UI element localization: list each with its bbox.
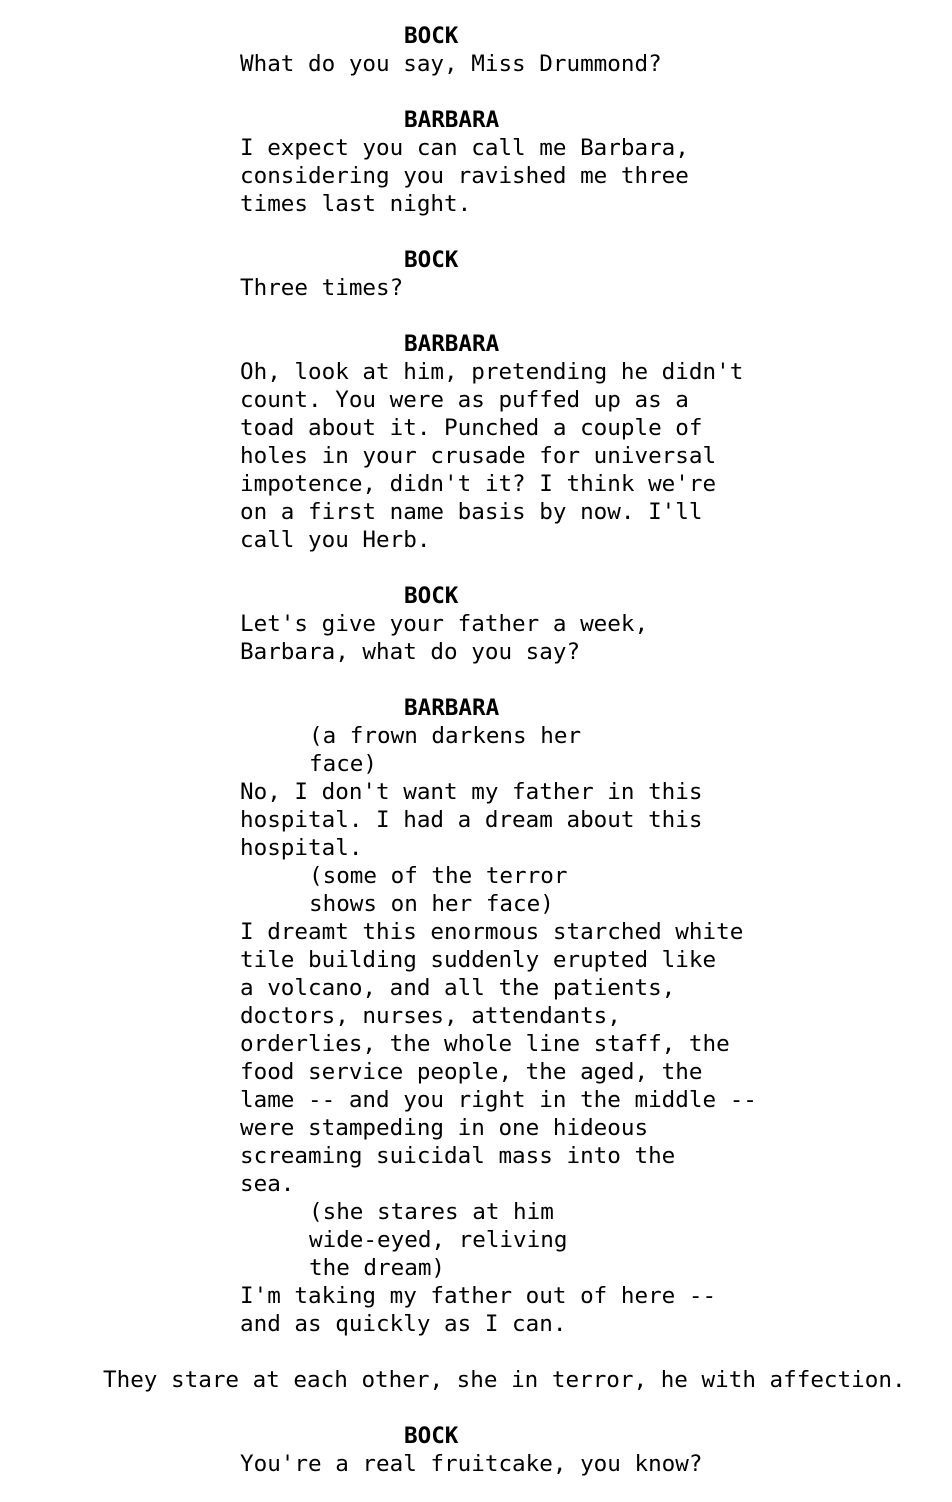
dialogue-line: Let's give your father a week,: [240, 611, 649, 637]
dialogue-line: I'm taking my father out of here --: [240, 1283, 717, 1309]
dialogue-line: screaming suicidal mass into the: [240, 1143, 676, 1169]
dialogue-line: Barbara, what do you say?: [240, 639, 581, 665]
parenthetical-line: shows on her face): [309, 891, 554, 917]
dialogue-line: lame -- and you right in the middle --: [240, 1087, 757, 1113]
dialogue-line: No, I don't want my father in this: [240, 779, 703, 805]
dialogue-line: What do you say, Miss Drummond?: [240, 51, 662, 77]
dialogue-line: considering you ravished me three: [240, 163, 689, 189]
dialogue-line: count. You were as puffed up as a: [240, 387, 689, 413]
dialogue-line: hospital.: [240, 835, 363, 861]
character-name: BOCK: [404, 583, 459, 609]
dialogue-line: impotence, didn't it? I think we're: [240, 471, 717, 497]
dialogue-line: tile building suddenly erupted like: [240, 947, 717, 973]
dialogue-line: were stampeding in one hideous: [240, 1115, 649, 1141]
dialogue-line: and as quickly as I can.: [240, 1311, 567, 1337]
character-name: BOCK: [404, 1423, 459, 1449]
character-name: BARBARA: [404, 331, 500, 357]
dialogue-line: on a first name basis by now. I'll: [240, 499, 703, 525]
dialogue-line: call you Herb.: [240, 527, 431, 553]
dialogue-line: Three times?: [240, 275, 404, 301]
character-name: BARBARA: [404, 107, 500, 133]
dialogue-line: times last night.: [240, 191, 472, 217]
dialogue-line: food service people, the aged, the: [240, 1059, 703, 1085]
character-name: BOCK: [404, 247, 459, 273]
dialogue-line: I expect you can call me Barbara,: [240, 135, 689, 161]
dialogue-line: orderlies, the whole line staff, the: [240, 1031, 730, 1057]
parenthetical-line: face): [309, 751, 378, 777]
dialogue-line: hospital. I had a dream about this: [240, 807, 703, 833]
dialogue-line: sea.: [240, 1171, 295, 1197]
parenthetical-line: wide-eyed, reliving: [309, 1227, 568, 1253]
dialogue-line: Oh, look at him, pretending he didn't: [240, 359, 744, 385]
character-name: BOCK: [404, 23, 459, 49]
parenthetical-line: the dream): [309, 1255, 446, 1281]
parenthetical-line: (she stares at him: [309, 1199, 554, 1225]
character-name: BARBARA: [404, 695, 500, 721]
dialogue-line: toad about it. Punched a couple of: [240, 415, 703, 441]
parenthetical-line: (some of the terror: [309, 863, 568, 889]
action-line: They stare at each other, she in terror, he with affection.: [103, 1367, 906, 1393]
dialogue-line: You're a real fruitcake, you know?: [240, 1451, 703, 1477]
dialogue-line: holes in your crusade for universal: [240, 443, 717, 469]
parenthetical-line: (a frown darkens her: [309, 723, 582, 749]
dialogue-line: doctors, nurses, attendants,: [240, 1003, 621, 1029]
dialogue-line: a volcano, and all the patients,: [240, 975, 676, 1001]
dialogue-line: I dreamt this enormous starched white: [240, 919, 744, 945]
